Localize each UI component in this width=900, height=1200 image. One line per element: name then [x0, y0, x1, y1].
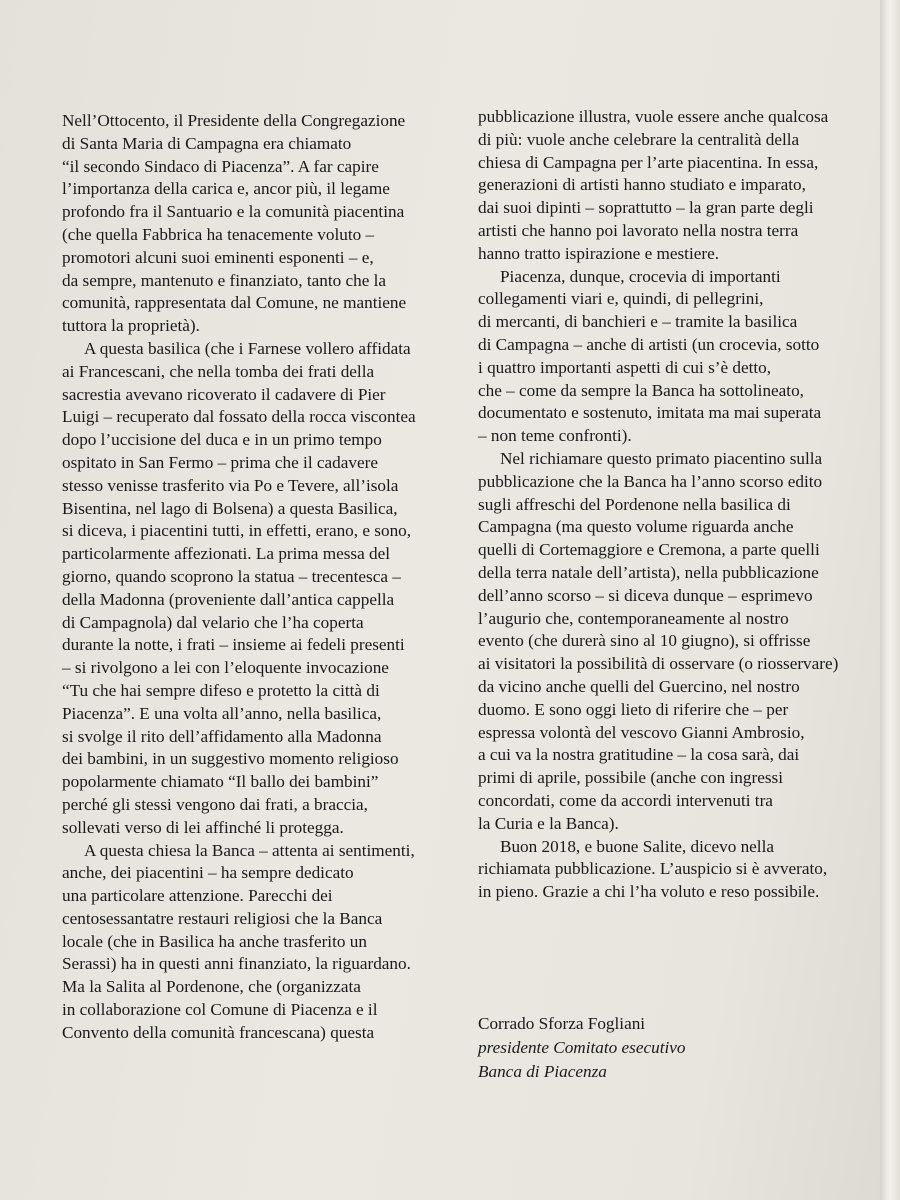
signature-organization: Banca di Piacenza — [478, 1062, 607, 1081]
signature-name: Corrado Sforza Fogliani — [478, 1014, 646, 1033]
signature-block — [478, 1012, 858, 1084]
paragraph: pubblicazione illustra, vuole essere anche qualcosa di più: vuole anche celebrare la centralità della chiesa di Campagna per l’arte piacentina. In essa, generazioni di artisti hanno studiato e imparato, dai suoi dipinti – soprattutto – la gran parte degli artisti che hanno poi lavorato nella nostra terra hanno tratto ispirazione e mestiere. — [478, 107, 829, 263]
right-column — [478, 106, 888, 904]
paragraph: Nell’Ottocento, il Presidente della Congregazione di Santa Maria di Campagna era chiamato “il secondo Sindaco di Piacenza”. A far capire l’importanza della carica e, ancor più, il legame profondo fra il Santuario e la comunità piacentina (che quella Fabbrica ha tenacemente voluto – promotori alcuni suoi eminenti esponenti – e, da sempre, mantenuto e finanziato, tanto che la comunità, rappresentata dal Comune, ne mantiene tuttora la proprietà). — [62, 111, 407, 336]
paragraph: Nel richiamare questo primato piacentino sulla pubblicazione che la Banca ha l’anno scorso edito sugli affreschi del Pordenone nella basilica di Campagna (ma questo volume riguarda anche quelli di Cortemaggiore e Cremona, a parte quelli della terra natale dell’artista), nella pubblicazione dell’anno scorso – si diceva dunque – esprimevo l’augurio che, contemporaneamente al nostro evento (che durerà sino al 10 giugno), si offrisse ai visitatori la possibilità di osservare (o riosservare) da vicino anche quelli del Guercino, nel nostro duomo. E sono oggi lieto di riferire che – per espressa volontà del vescovo Gianni Ambrosio, a cui va la nostra gratitudine – la cosa sarà, dai primi di aprile, possibile (anche con ingressi concordati, come da accordi intervenuti tra la Curia e la Banca). — [478, 448, 839, 833]
paragraph: A questa chiesa la Banca – attenta ai sentimenti, anche, dei piacentini – ha sempre dedicato una particolare attenzione. Parecchi dei centosessantatre restauri religiosi che la Banca locale (che in Basilica ha anche trasferito un Serassi) ha in questi anni finanziato, la riguardano. Ma la Salita al Pordenone, che (organizzata in collaborazione col Comune di Piacenza e il Convento della comunità francescana) questa — [62, 840, 415, 1042]
signature-role: presidente Comitato esecutivo — [478, 1038, 686, 1057]
paragraph: Buon 2018, e buone Salite, dicevo nella richiamata pubblicazione. L’auspicio si è avverato, in pieno. Grazie a chi l’ha voluto e reso possibile. — [478, 836, 828, 902]
left-column — [62, 110, 472, 1045]
paragraph: Piacenza, dunque, crocevia di importanti collegamenti viari e, quindi, di pellegrini, di mercanti, di banchieri e – tramite la basilica di Campagna – anche di artisti (un crocevia, sotto i quattro importanti aspetti di cui s’è detto, che – come da sempre la Banca ha sottolineato, documentato e sostenuto, imitata ma mai superata – non teme confronti). — [478, 266, 822, 446]
paragraph: A questa basilica (che i Farnese vollero affidata ai Francescani, che nella tomba dei frati della sacrestia avevano ricoverato il cadavere di Pier Luigi – recuperato dal fossato della rocca viscontea dopo l’uccisione del duca e in un primo tempo ospitato in San Fermo – prima che il cadavere stesso venisse trasferito via Po e Tevere, all’isola Bisentina, nel lago di Bolsena) a questa Basilica, si diceva, i piacentini tutti, in effetti, erano, e sono, particolarmente affezionati. La prima messa del giorno, quando scoprono la statua – trecentesca – della Madonna (proveniente dall’antica cappella di Campagnola) dal velario che l’ha coperta durante la notte, i frati – insieme ai fedeli presenti – si rivolgono a lei con l’eloquente invocazione “Tu che hai sempre difeso e protetto la città di Piacenza”. E una volta all’anno, nella basilica, si svolge il rito dell’affidamento alla Madonna dei bambini, in un suggestivo momento religioso popolarmente chiamato “Il ballo dei bambini” perché gli stessi vengono dai frati, a braccia, sollevati verso di lei affinché li protegga. — [62, 338, 416, 837]
